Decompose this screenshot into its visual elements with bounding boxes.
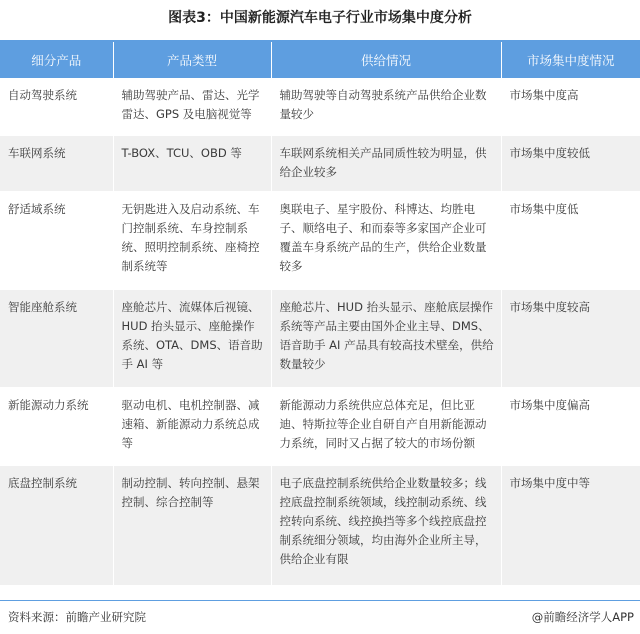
cell-concentration: 市场集中度较低 <box>501 135 640 191</box>
cell-concentration: 市场集中度高 <box>501 78 640 135</box>
header-types: 产品类型 <box>113 42 271 78</box>
cell-segment: 新能源动力系统 <box>0 387 113 465</box>
source-note: 资料来源：前瞻产业研究院 <box>8 610 146 624</box>
concentration-table <box>0 42 640 586</box>
cell-supply: 新能源动力系统供应总体充足，但比亚迪、特斯拉等企业自研自产自用新能源动力系统，同时又占据了较大的市场份额 <box>271 387 501 465</box>
cell-segment: 智能座舱系统 <box>0 289 113 387</box>
table-row <box>0 387 640 465</box>
table-row <box>0 135 640 191</box>
cell-concentration: 市场集中度较高 <box>501 289 640 387</box>
cell-concentration: 市场集中度低 <box>501 191 640 289</box>
cell-segment: 底盘控制系统 <box>0 465 113 585</box>
cell-types: T-BOX、TCU、OBD 等 <box>113 135 271 191</box>
table-header-row <box>0 42 640 78</box>
cell-types: 无钥匙进入及启动系统、车门控制系统、车身控制系统、照明控制系统、座椅控制系统等 <box>113 191 271 289</box>
cell-supply: 车联网系统相关产品同质性较为明显，供给企业较多 <box>271 135 501 191</box>
table-row <box>0 191 640 289</box>
cell-supply: 奥联电子、星宇股份、科博达、均胜电子、顺络电子、和而泰等多家国产企业可覆盖车身系统产品的生产，供给企业数量较多 <box>271 191 501 289</box>
cell-segment: 车联网系统 <box>0 135 113 191</box>
header-segment: 细分产品 <box>0 42 113 78</box>
cell-supply: 电子底盘控制系统供给企业数量较多；线控底盘控制系统领域，线控制动系统、线控转向系统、线控换挡等多个线控底盘控制系统细分领域，均由海外企业所主导，供给企业有限 <box>271 465 501 585</box>
page-title: 图表3：中国新能源汽车电子行业市场集中度分析 <box>168 10 472 26</box>
cell-supply: 辅助驾驶等自动驾驶系统产品供给企业数量较少 <box>271 78 501 135</box>
header-concentration: 市场集中度情况 <box>501 42 640 78</box>
cell-supply: 座舱芯片、HUD 抬头显示、座舱底层操作系统等产品主要由国外企业主导、DMS、语音助手 AI 产品具有较高技术壁垒，供给数量较少 <box>271 289 501 387</box>
table-row <box>0 465 640 585</box>
header-supply: 供给情况 <box>271 42 501 78</box>
cell-types: 座舱芯片、流媒体后视镜、HUD 抬头显示、座舱操作系统、OTA、DMS、语音助手 AI 等 <box>113 289 271 387</box>
cell-segment: 自动驾驶系统 <box>0 78 113 135</box>
table-row <box>0 78 640 135</box>
cell-concentration: 市场集中度中等 <box>501 465 640 585</box>
cell-types: 制动控制、转向控制、悬架控制、综合控制等 <box>113 465 271 585</box>
table-bottom-rule <box>0 600 640 601</box>
cell-concentration: 市场集中度偏高 <box>501 387 640 465</box>
cell-segment: 舒适域系统 <box>0 191 113 289</box>
table-row <box>0 289 640 387</box>
cell-types: 驱动电机、电机控制器、减速箱、新能源动力系统总成等 <box>113 387 271 465</box>
credit-note: @前瞻经济学人APP <box>531 610 634 624</box>
cell-types: 辅助驾驶产品、雷达、光学雷达、GPS 及电脑视觉等 <box>113 78 271 135</box>
